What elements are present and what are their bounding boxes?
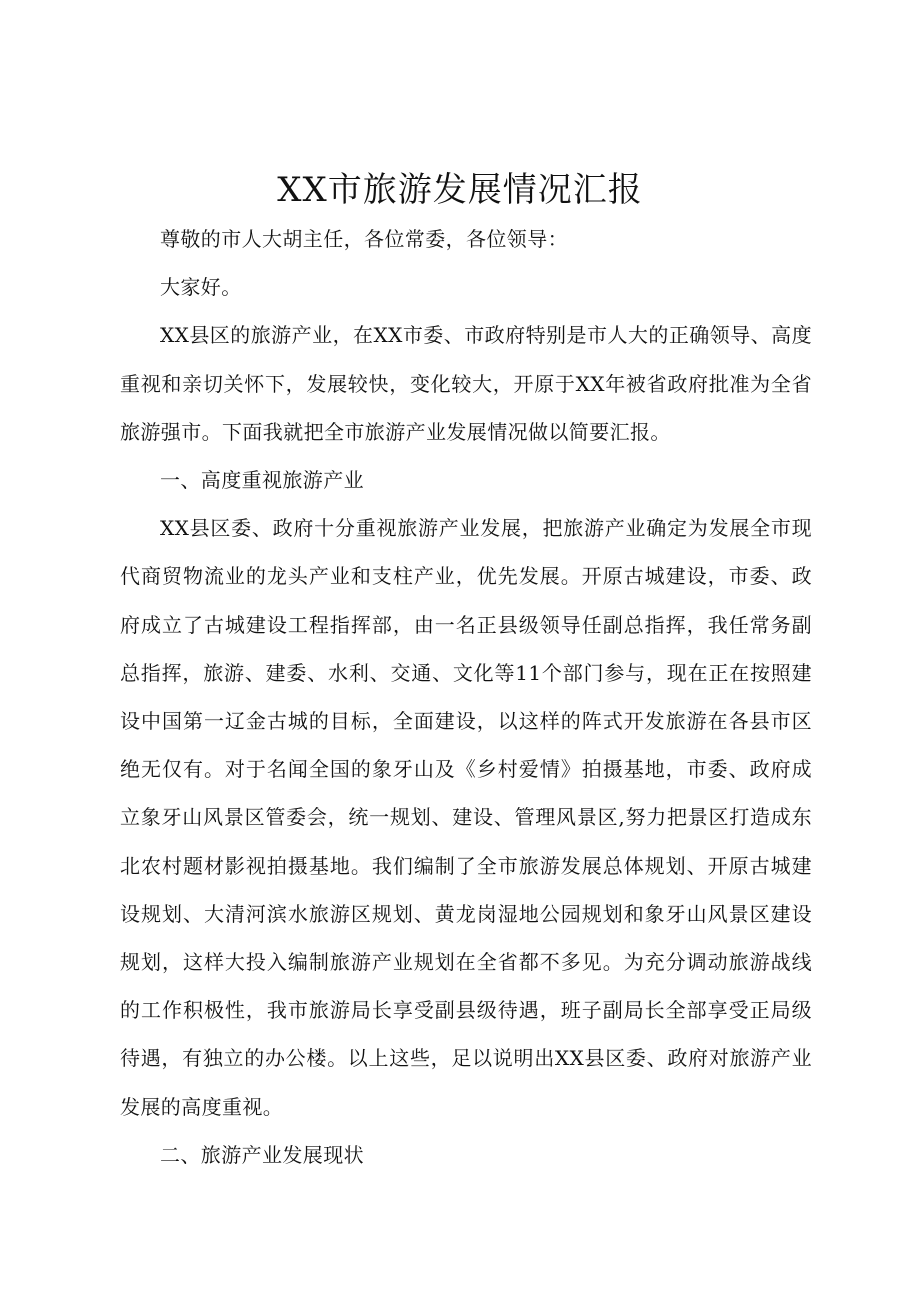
salutation: 尊敬的市人大胡主任，各位常委，各位领导： xyxy=(160,227,568,251)
section-heading-2: 二、旅游产业发展现状 xyxy=(160,1142,364,1167)
document-body xyxy=(120,215,812,1179)
intro-paragraph: XX县区的旅游产业，在XX市委、市政府特别是市人大的正确领导、高度重视和亲切关怀下，发展较快，变化较大，开原于XX年被省政府批准为全省旅游强市。下面我就把全市旅游产业发展情况做以简要汇报。 xyxy=(120,323,812,444)
section-heading-1: 一、高度重视旅游产业 xyxy=(160,468,364,493)
document-title: XX市旅游发展情况汇报 xyxy=(277,170,643,210)
section-1-paragraph: XX县区委、政府十分重视旅游产业发展，把旅游产业确定为发展全市现代商贸物流业的龙头产业和支柱产业，优先发展。开原古城建设，市委、政府成立了古城建设工程指挥部，由一名正县级领导任副总指挥，我任常务副总指挥，旅游、建委、水利、交通、文化等11个部门参与，现在正在按照建设中国第一辽金古城的目标，全面建设，以这样的阵式开发旅游在各县市区绝无仅有。对于名闻全国的象牙山及《乡村爱情》拍摄基地，市委、政府成立象牙山风景区管委会，统一规划、建设、管理风景区,努力把景区打造成东北农村题材影视拍摄基地。我们编制了全市旅游发展总体规划、开原古城建设规划、大清河滨水旅游区规划、黄龙岗湿地公园规划和象牙山风景区建设规划，这样大投入编制旅游产业规划在全省都不多见。为充分调动旅游战线的工作积极性，我市旅游局长享受副县级待遇，班子副局长全部享受正局级待遇，有独立的办公楼。以上这些，足以说明出XX县区委、政府对旅游产业发展的高度重视。 xyxy=(120,516,812,1119)
greeting: 大家好。 xyxy=(160,275,242,300)
